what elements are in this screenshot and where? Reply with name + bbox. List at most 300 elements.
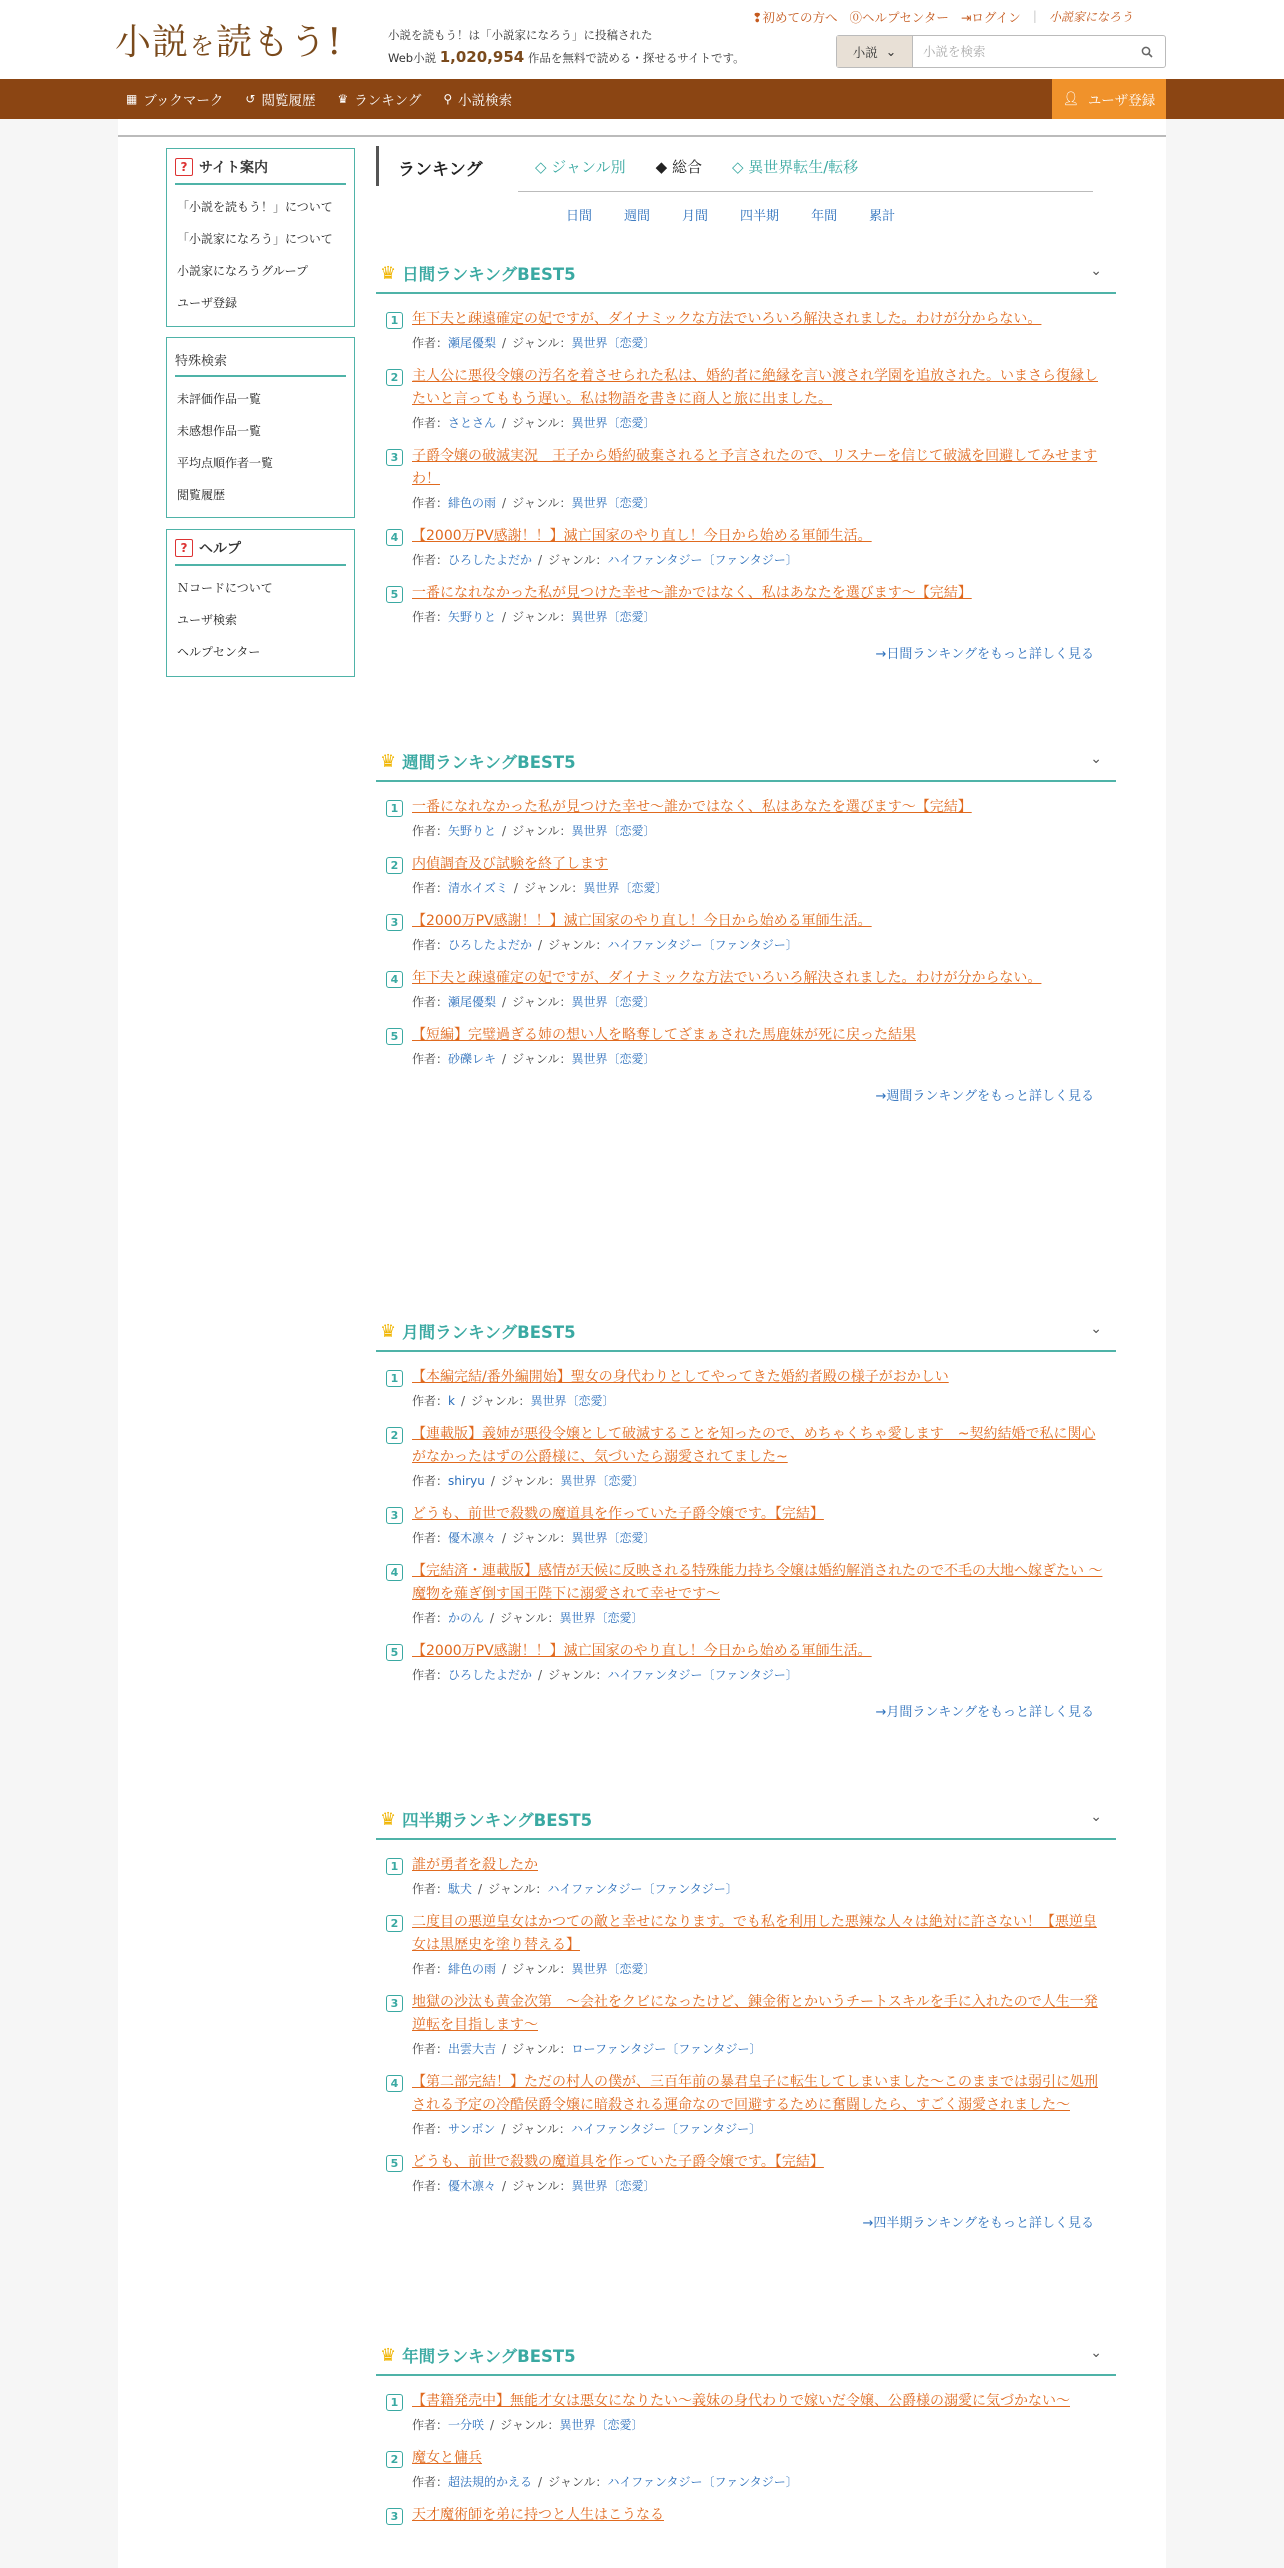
- genre-label: ジャンル：: [512, 1962, 572, 1976]
- author-link[interactable]: 緋色の雨: [448, 496, 497, 510]
- ranking-entry: [386, 2504, 1106, 2527]
- author-label: 作者：: [412, 938, 449, 952]
- search-box: [836, 35, 1166, 68]
- sidebar-title: 特殊検索: [175, 350, 346, 377]
- author-label: 作者：: [412, 553, 449, 567]
- novel-title: どうも、前世で殺戮の魔道具を作っていた子爵令嬢です。【完結】: [412, 1506, 824, 1522]
- period-monthly[interactable]: 月間: [682, 209, 709, 224]
- sidebar-item-user-search[interactable]: ユーザ検索: [177, 613, 238, 627]
- search-category-select[interactable]: 小説 ⌄: [837, 36, 913, 67]
- divider: /: [460, 1394, 466, 1408]
- more-ranking-link[interactable]: →週間ランキングをもっと詳しく見る: [875, 1089, 1094, 1104]
- divider: /: [490, 2418, 495, 2432]
- novel-title: 天才魔術師を弟に持つと人生はこうなる: [412, 2507, 664, 2523]
- author-link[interactable]: 矢野りと: [448, 824, 497, 838]
- question-icon: ?: [175, 539, 193, 557]
- genre-link[interactable]: 異世界〔恋愛〕: [571, 1052, 656, 1066]
- author-label: 作者：: [412, 1668, 449, 1682]
- author-link[interactable]: 瀬尾優梨: [448, 336, 497, 350]
- novel-title-link[interactable]: [386, 2071, 1106, 2117]
- user-register-button[interactable]: 👤︎ ユーザ登録: [1052, 79, 1166, 119]
- genre-link[interactable]: 異世界〔恋愛〕: [560, 1474, 645, 1488]
- site-header: [0, 0, 1284, 79]
- author-link[interactable]: 緋色の雨: [448, 1962, 497, 1976]
- sidebar-item-narou-group[interactable]: 小説家になろうグループ: [177, 264, 309, 278]
- divider: /: [501, 2122, 506, 2136]
- genre-label: ジャンル：: [548, 553, 608, 567]
- novel-meta: [386, 2177, 1106, 2194]
- divider: /: [538, 2475, 543, 2489]
- author-label: 作者：: [412, 1882, 449, 1896]
- rank-number: 2: [386, 1427, 403, 1444]
- novel-title-link[interactable]: [386, 2504, 1106, 2527]
- tagline-line2: Web小説 1,020,954 作品を無料で読める・探せるサイトです。: [388, 48, 745, 66]
- novel-title-link[interactable]: [386, 910, 1106, 933]
- novel-title-link[interactable]: [386, 2390, 1106, 2413]
- novel-title-link[interactable]: [386, 365, 1106, 411]
- sidebar-item-register[interactable]: ユーザ登録: [177, 296, 238, 310]
- rank-number: 1: [386, 1858, 403, 1875]
- rank-number: 3: [386, 1995, 403, 2012]
- author-label: 作者：: [412, 824, 449, 838]
- novel-meta: [386, 1050, 1106, 1067]
- sidebar-title: サイト案内: [199, 160, 269, 176]
- genre-label: ジャンル：: [512, 2179, 572, 2193]
- author-link[interactable]: 優木凛々: [448, 2179, 497, 2193]
- author-label: 作者：: [412, 610, 449, 624]
- novel-meta: [386, 2416, 1106, 2433]
- author-label: 作者：: [412, 2418, 449, 2432]
- section-title: 月間ランキングBEST5: [402, 1323, 576, 1342]
- title-accent: [376, 146, 379, 186]
- novel-title: 魔女と傭兵: [412, 2450, 482, 2466]
- nav-search[interactable]: ⚲ 小説検索: [443, 92, 513, 109]
- novel-title-link[interactable]: [386, 445, 1106, 491]
- search-button[interactable]: [1129, 36, 1165, 67]
- chevron-down-icon[interactable]: ⌄: [1090, 1321, 1102, 1337]
- sidebar-item-no-review[interactable]: 未感想作品一覧: [177, 424, 262, 438]
- author-link[interactable]: 駄犬: [448, 1882, 473, 1896]
- ranking-entry: [386, 1640, 1106, 1683]
- divider: /: [502, 416, 507, 430]
- main-container: [118, 119, 1166, 2568]
- more-ranking-link[interactable]: →月間ランキングをもっと詳しく見る: [875, 1705, 1094, 1720]
- crown-icon: ♛: [380, 262, 397, 284]
- section-title: 四半期ランキングBEST5: [402, 1811, 593, 1830]
- site-tagline: [388, 24, 745, 69]
- ranking-section: [376, 254, 1116, 662]
- novel-title: 年下夫と疎遠確定の妃ですが、ダイナミックな方法でいろいろ解決されました。わけが分からない。: [412, 311, 1042, 327]
- divider: /: [538, 938, 543, 952]
- author-label: 作者：: [412, 2179, 449, 2193]
- tab-genre[interactable]: ◇ ジャンル別: [535, 158, 626, 176]
- author-link[interactable]: ひろしたよだか: [448, 1668, 533, 1682]
- period-links: [566, 205, 895, 224]
- novel-title-link[interactable]: [386, 1024, 1106, 1047]
- genre-link[interactable]: 異世界〔恋愛〕: [571, 610, 656, 624]
- novel-meta: [386, 822, 1106, 839]
- login-link[interactable]: ⇥ログイン: [960, 10, 1021, 25]
- genre-label: ジャンル：: [512, 336, 572, 350]
- tab-isekai[interactable]: ◇ 異世界転生/転移: [731, 158, 859, 176]
- period-quarterly[interactable]: 四半期: [740, 209, 780, 224]
- genre-label: ジャンル：: [548, 938, 608, 952]
- period-daily[interactable]: 日間: [566, 209, 593, 224]
- period-weekly[interactable]: 週間: [624, 209, 651, 224]
- period-total[interactable]: 累計: [869, 209, 896, 224]
- question-icon: ?: [175, 158, 193, 176]
- novel-meta: [386, 1880, 1106, 1897]
- logo-text: 小説を読もう!: [115, 22, 343, 63]
- novel-title-link[interactable]: [386, 1560, 1106, 1606]
- novel-meta: [386, 1392, 1106, 1409]
- ranking-section: [376, 1800, 1116, 2231]
- page-title: ランキング: [398, 160, 483, 180]
- sidebar-title: ヘルプ: [199, 541, 241, 557]
- author-link[interactable]: 瀬尾優梨: [448, 995, 497, 1009]
- novel-title: 一番になれなかった私が見つけた幸せ〜誰かではなく、私はあなたを選びます〜【完結】: [412, 799, 972, 815]
- genre-link[interactable]: 異世界〔恋愛〕: [559, 2418, 644, 2432]
- search-input[interactable]: [913, 36, 1129, 67]
- author-link[interactable]: かのん: [448, 1611, 485, 1625]
- chevron-down-icon[interactable]: ⌄: [1090, 2345, 1102, 2361]
- novel-meta: [386, 1960, 1106, 1977]
- section-title: 年間ランキングBEST5: [402, 2347, 576, 2366]
- rank-number: 1: [386, 1370, 403, 1387]
- genre-label: ジャンル：: [500, 1474, 561, 1488]
- genre-link[interactable]: ハイファンタジー〔ファンタジー〕: [607, 2475, 798, 2489]
- ranking-entry: [386, 1423, 1106, 1489]
- section-header[interactable]: [376, 1312, 1116, 1352]
- genre-label: ジャンル：: [548, 1668, 608, 1682]
- rank-number: 4: [386, 971, 403, 988]
- rank-number: 1: [386, 800, 403, 817]
- novel-title: 主人公に悪役令嬢の汚名を着させられた私は、婚約者に絶縁を言い渡され学園を追放された。いまさら復縁したいと言ってももう遅い。私は物語を書きに商人と旅に出ました。: [412, 368, 1098, 407]
- login-icon: ⇥: [960, 10, 972, 25]
- novel-title-link[interactable]: [386, 796, 1106, 819]
- section-header[interactable]: [376, 2336, 1116, 2376]
- novel-meta: [386, 2040, 1106, 2057]
- author-label: 作者：: [412, 1052, 449, 1066]
- genre-link[interactable]: 異世界〔恋愛〕: [571, 1962, 656, 1976]
- novel-meta: [386, 879, 1106, 896]
- novel-title: 【2000万PV感謝！！】滅亡国家のやり直し！今日から始める軍師生活。: [412, 913, 872, 929]
- ranking-entry: [386, 2447, 1106, 2490]
- divider: /: [502, 824, 507, 838]
- author-label: 作者：: [412, 881, 449, 895]
- site-logo[interactable]: [115, 14, 342, 65]
- rank-number: 2: [386, 857, 403, 874]
- novel-meta: [386, 334, 1106, 351]
- ranking-entry: [386, 2151, 1106, 2194]
- nav-ranking[interactable]: ♛ ランキング: [337, 92, 422, 109]
- genre-label: ジャンル：: [512, 2042, 572, 2056]
- genre-link[interactable]: 異世界〔恋愛〕: [571, 995, 656, 1009]
- ranking-entry: [386, 796, 1106, 839]
- novel-title: 子爵令嬢の破滅実況 王子から婚約破棄されると予言されたので、リスナーを信じて破滅を回避してみせますわ！: [412, 448, 1098, 487]
- novel-meta: [386, 1529, 1106, 1546]
- chevron-down-icon[interactable]: ⌄: [1090, 263, 1102, 279]
- author-label: 作者：: [412, 1962, 449, 1976]
- ranking-tabs: [535, 156, 858, 177]
- divider: /: [502, 496, 507, 510]
- divider: /: [502, 1052, 507, 1066]
- author-link[interactable]: さとさん: [448, 416, 497, 430]
- help-center-link[interactable]: ⓪ヘルプセンター: [849, 10, 949, 25]
- author-link[interactable]: サンボン: [448, 2122, 496, 2136]
- novel-title-link[interactable]: [386, 582, 1106, 605]
- genre-label: ジャンル：: [512, 995, 572, 1009]
- rank-number: 5: [386, 586, 403, 603]
- rank-number: 4: [386, 2075, 403, 2092]
- sidebar-item-about-yomou[interactable]: 「小説を読もう！」について: [177, 200, 333, 214]
- ranking-entry: [386, 1991, 1106, 2057]
- divider: |: [1032, 8, 1037, 23]
- ranking-list: [376, 2390, 1116, 2527]
- author-link[interactable]: 超法規的かえる: [448, 2475, 533, 2489]
- section-title: 日間ランキングBEST5: [402, 265, 576, 284]
- author-label: 作者：: [412, 496, 449, 510]
- rank-number: 4: [386, 1564, 403, 1581]
- novel-title: 【完結済・連載版】感情が天候に反映される特殊能力持ち令嬢は婚約解消されたので不毛の大地へ嫁ぎたい ～魔物を薙ぎ倒す国王陛下に溺愛されて幸せです～: [412, 1563, 1103, 1602]
- ranking-entry: [386, 445, 1106, 511]
- author-label: 作者：: [412, 1531, 449, 1545]
- ranking-entry: [386, 1560, 1106, 1626]
- rank-number: 5: [386, 2155, 403, 2172]
- narou-logo-link[interactable]: 小説家になろう: [1049, 10, 1134, 24]
- author-link[interactable]: 清水イズミ: [448, 881, 508, 895]
- author-label: 作者：: [412, 2122, 449, 2136]
- rank-number: 3: [386, 914, 403, 931]
- genre-link[interactable]: 異世界〔恋愛〕: [583, 881, 668, 895]
- divider: /: [502, 995, 507, 1009]
- genre-label: ジャンル：: [512, 610, 572, 624]
- genre-link[interactable]: 異世界〔恋愛〕: [571, 336, 656, 350]
- author-link[interactable]: shiryu: [448, 1474, 485, 1488]
- novel-title: 二度目の悪逆皇女はかつての敵と幸せになります。でも私を利用した悪辣な人々は絶対に許さない！【悪逆皇女は黒歴史を塗り替える】: [412, 1914, 1097, 1953]
- search-icon: ⚲: [443, 92, 453, 106]
- chevron-down-icon: ⌄: [885, 44, 897, 59]
- novel-title: 内偵調査及び試験を終了します: [412, 856, 608, 872]
- ranking-entry: [386, 2071, 1106, 2137]
- novel-meta: [386, 993, 1106, 1010]
- main-nav: [0, 79, 1284, 119]
- ranking-entry: [386, 1911, 1106, 1977]
- novel-title-link[interactable]: [386, 308, 1106, 331]
- author-label: 作者：: [412, 995, 449, 1009]
- divider: /: [478, 1882, 483, 1896]
- work-count: 1,020,954: [439, 48, 525, 66]
- novel-title-link[interactable]: [386, 1503, 1106, 1526]
- chevron-down-icon[interactable]: ⌄: [1090, 751, 1102, 767]
- divider: [118, 135, 1166, 137]
- novel-title: 【連載版】義姉が悪役令嬢として破滅することを知ったので、めちゃくちゃ愛します ~契約結婚で私に関心がなかったはずの公爵様に、気づいたら溺愛されてました~: [412, 1426, 1096, 1465]
- divider: /: [502, 1962, 507, 1976]
- genre-link[interactable]: ハイファンタジー〔ファンタジー〕: [607, 1668, 798, 1682]
- ranking-entry: [386, 910, 1106, 953]
- sidebar-item-history[interactable]: 閲覧履歴: [177, 488, 226, 502]
- ranking-entry: [386, 1024, 1106, 1067]
- ranking-entry: [386, 1503, 1106, 1546]
- genre-link[interactable]: 異世界〔恋愛〕: [571, 496, 656, 510]
- ranking-entry: [386, 525, 1106, 568]
- rank-number: 2: [386, 369, 403, 386]
- divider: /: [502, 336, 507, 350]
- rank-number: 1: [386, 312, 403, 329]
- nav-history[interactable]: ↺ 閲覧履歴: [245, 92, 316, 109]
- novel-title: 【2000万PV感謝！！】滅亡国家のやり直し！今日から始める軍師生活。: [412, 528, 872, 544]
- top-links: [752, 8, 1133, 26]
- ranking-section: [376, 1312, 1116, 1720]
- genre-label: ジャンル：: [512, 416, 572, 430]
- novel-title: 誰が勇者を殺したか: [412, 1857, 538, 1873]
- chevron-down-icon[interactable]: ⌄: [1090, 1809, 1102, 1825]
- section-header[interactable]: [376, 742, 1116, 782]
- divider: /: [502, 610, 507, 624]
- author-label: 作者：: [412, 2042, 449, 2056]
- genre-link[interactable]: ハイファンタジー〔ファンタジー〕: [570, 2122, 762, 2136]
- author-link[interactable]: k: [448, 1394, 455, 1408]
- novel-meta: [386, 936, 1106, 953]
- crown-icon: ♛: [337, 92, 349, 106]
- beginners-link[interactable]: ❢初めての方へ: [752, 10, 838, 25]
- tab-overall[interactable]: ◆ 総合: [655, 158, 702, 176]
- divider: /: [502, 2179, 507, 2193]
- nav-bookmark[interactable]: ▦ ブックマーク: [126, 92, 224, 109]
- more-ranking-link[interactable]: →四半期ランキングをもっと詳しく見る: [862, 2216, 1094, 2231]
- novel-meta: [386, 414, 1106, 431]
- sidebar-item-avg-authors[interactable]: 平均点順作者一覧: [177, 456, 274, 470]
- novel-title-link[interactable]: [386, 853, 1106, 876]
- rank-number: 4: [386, 529, 403, 546]
- ranking-entry: [386, 582, 1106, 625]
- novel-meta: [386, 1666, 1106, 1683]
- author-label: 作者：: [412, 1394, 449, 1408]
- ranking-entry: [386, 853, 1106, 896]
- genre-link[interactable]: ハイファンタジー〔ファンタジー〕: [607, 938, 798, 952]
- novel-title: 一番になれなかった私が見つけた幸せ〜誰かではなく、私はあなたを選びます〜【完結】: [412, 585, 972, 601]
- genre-link[interactable]: 異世界〔恋愛〕: [571, 1531, 656, 1545]
- author-link[interactable]: 矢野りと: [448, 610, 497, 624]
- author-link[interactable]: ひろしたよだか: [448, 553, 533, 567]
- author-link[interactable]: 砂礫レキ: [448, 1052, 497, 1066]
- bookmark-icon: ▦: [126, 92, 138, 106]
- genre-link[interactable]: 異世界〔恋愛〕: [571, 416, 656, 430]
- novel-meta: [386, 2120, 1106, 2137]
- ranking-section: [376, 2336, 1116, 2527]
- crown-icon: ♛: [380, 1808, 397, 1830]
- sidebar-item-about-narou[interactable]: 「小説家になろう」について: [177, 232, 333, 246]
- novel-meta: [386, 2473, 1106, 2490]
- more-ranking-link[interactable]: →日間ランキングをもっと詳しく見る: [875, 647, 1094, 662]
- crown-icon: ♛: [380, 1320, 397, 1342]
- sidebar-site-guide: [166, 148, 355, 327]
- genre-link[interactable]: 異世界〔恋愛〕: [571, 2179, 656, 2193]
- novel-title-link[interactable]: [386, 2447, 1106, 2470]
- novel-title: 【短編】完璧過ぎる姉の想い人を略奪してざまぁされた馬鹿妹が死に戻った結果: [412, 1027, 916, 1043]
- novel-title-link[interactable]: [386, 1640, 1106, 1663]
- author-link[interactable]: 出雲大吉: [448, 2042, 497, 2056]
- crown-icon: ♛: [380, 750, 397, 772]
- genre-label: ジャンル：: [488, 1882, 548, 1896]
- genre-link[interactable]: ハイファンタジー〔ファンタジー〕: [607, 553, 798, 567]
- novel-meta: [386, 551, 1106, 568]
- author-label: 作者：: [412, 2475, 449, 2489]
- novel-title-link[interactable]: [386, 967, 1106, 990]
- search-icon: [1141, 46, 1153, 58]
- divider: /: [490, 1474, 495, 1488]
- novel-title-link[interactable]: [386, 1423, 1106, 1469]
- history-icon: ↺: [245, 92, 256, 106]
- ranking-list: [376, 1854, 1116, 2194]
- sidebar-special-search: [166, 337, 355, 518]
- rank-number: 5: [386, 1028, 403, 1045]
- novel-title-link[interactable]: [386, 2151, 1106, 2174]
- rank-number: 3: [386, 1507, 403, 1524]
- genre-label: ジャンル：: [511, 2122, 571, 2136]
- sidebar-item-unrated[interactable]: 未評価作品一覧: [177, 392, 262, 406]
- novel-title: 【2000万PV感謝！！】滅亡国家のやり直し！今日から始める軍師生活。: [412, 1643, 872, 1659]
- ranking-list: [376, 1366, 1116, 1683]
- novel-title: どうも、前世で殺戮の魔道具を作っていた子爵令嬢です。【完結】: [412, 2154, 824, 2170]
- tagline-line1: 小説を読もう！は「小説家になろう」に投稿された: [388, 28, 653, 42]
- author-link[interactable]: 優木凛々: [448, 1531, 497, 1545]
- novel-meta: [386, 494, 1106, 511]
- genre-label: ジャンル：: [548, 2475, 608, 2489]
- novel-title-link[interactable]: [386, 1366, 1106, 1389]
- genre-link[interactable]: 異世界〔恋愛〕: [571, 824, 656, 838]
- rank-number: 3: [386, 2508, 403, 2525]
- genre-link[interactable]: ローファンタジー〔ファンタジー〕: [571, 2042, 762, 2056]
- genre-link[interactable]: ハイファンタジー〔ファンタジー〕: [547, 1882, 738, 1896]
- author-link[interactable]: ひろしたよだか: [448, 938, 533, 952]
- novel-title: 【本編完結/番外編開始】聖女の身代わりとしてやってきた婚約者殿の様子がおかしい: [412, 1369, 949, 1385]
- ranking-entry: [386, 967, 1106, 1010]
- ranking-section: [376, 742, 1116, 1104]
- novel-title-link[interactable]: [386, 1911, 1106, 1957]
- divider: /: [490, 1611, 495, 1625]
- section-header[interactable]: [376, 1800, 1116, 1840]
- rank-number: 1: [386, 2394, 403, 2411]
- ranking-entry: [386, 308, 1106, 351]
- genre-label: ジャンル：: [500, 1611, 560, 1625]
- novel-title: 地獄の沙汰も黄金次第 ～会社をクビになったけど、錬金術とかいうチートスキルを手に入れたので人生一発逆転を目指します～: [412, 1994, 1098, 2033]
- author-link[interactable]: 一分咲: [448, 2418, 485, 2432]
- novel-title-link[interactable]: [386, 525, 1106, 548]
- divider: /: [538, 1668, 543, 1682]
- sidebar-item-ncode[interactable]: Ｎコードについて: [177, 581, 273, 595]
- section-header[interactable]: [376, 254, 1116, 294]
- divider: /: [502, 2042, 507, 2056]
- divider: [518, 191, 1093, 192]
- author-label: 作者：: [412, 336, 449, 350]
- period-yearly[interactable]: 年間: [811, 209, 838, 224]
- genre-link[interactable]: 異世界〔恋愛〕: [559, 1611, 644, 1625]
- divider: /: [538, 553, 543, 567]
- sidebar-item-help-center[interactable]: ヘルプセンター: [177, 645, 261, 659]
- novel-meta: [386, 1472, 1106, 1489]
- ranking-entry: [386, 2390, 1106, 2433]
- help-icon: ⓪: [849, 10, 863, 25]
- genre-label: ジャンル：: [512, 1052, 572, 1066]
- genre-link[interactable]: 異世界〔恋愛〕: [530, 1394, 615, 1408]
- divider: /: [502, 1531, 507, 1545]
- novel-title-link[interactable]: [386, 1854, 1106, 1877]
- novel-meta: [386, 1609, 1106, 1626]
- novel-title-link[interactable]: [386, 1991, 1106, 2037]
- ranking-list: [376, 796, 1116, 1067]
- book-icon: ❢: [752, 10, 763, 25]
